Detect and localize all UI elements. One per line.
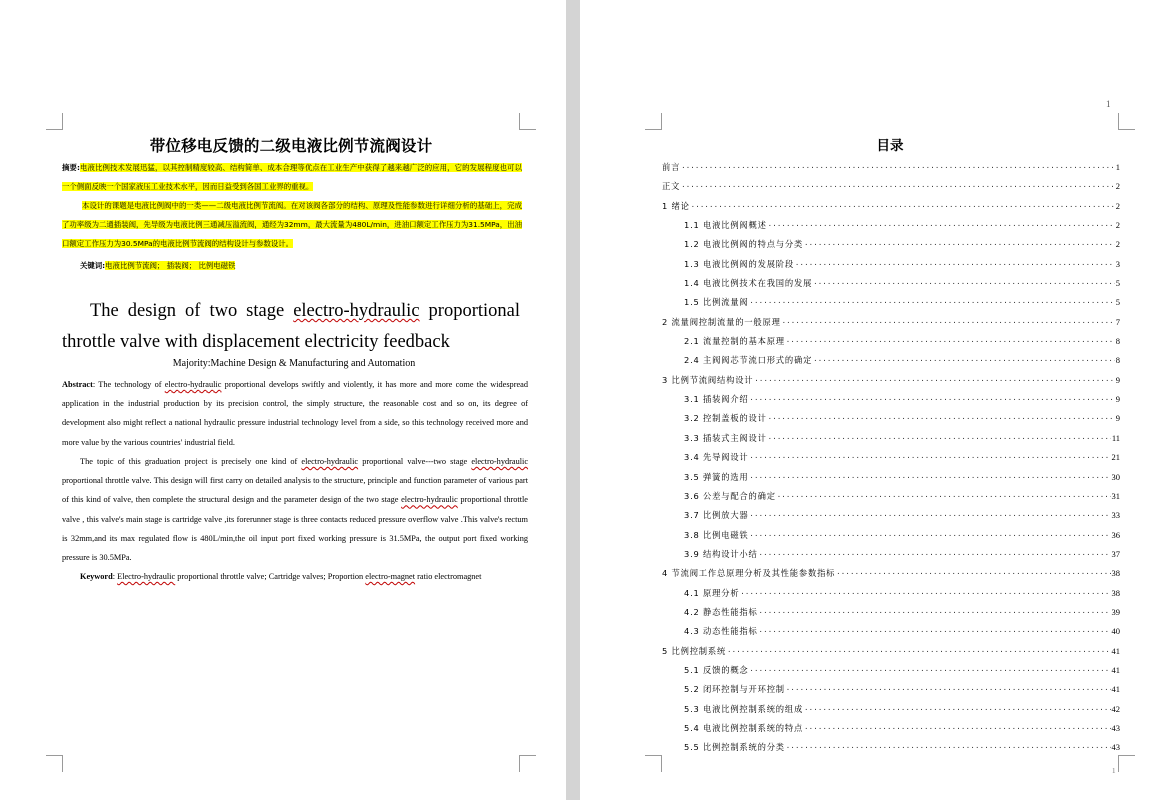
toc-entry-title: 5.4 电液比例控制系统的特点 [684, 722, 804, 733]
crop-mark [1118, 755, 1135, 772]
crop-mark [1118, 113, 1135, 130]
toc-leader-dots [750, 299, 1115, 307]
chinese-keywords [62, 256, 540, 275]
toc-entry-title: 3.3 插装式主阀设计 [684, 432, 767, 443]
toc-entry-page: 40 [1111, 626, 1120, 637]
toc-entry-title: 5 比例控制系统 [662, 645, 727, 656]
toc-entry-page: 7 [1115, 316, 1120, 327]
toc-entry-page: 9 [1115, 374, 1120, 385]
toc-entry-page: 21 [1111, 452, 1120, 463]
toc-leader-dots [750, 454, 1111, 462]
toc-leader-dots [750, 532, 1111, 540]
abstract-label: 摘要: [62, 163, 80, 172]
toc-entry-page: 5 [1115, 278, 1120, 289]
toc-entry[interactable] [662, 412, 1120, 431]
toc-entry[interactable] [662, 645, 1120, 664]
toc-entry[interactable] [662, 471, 1120, 490]
toc-leader-dots [759, 551, 1111, 559]
toc-entry-title: 5.2 闭环控制与开环控制 [684, 684, 785, 695]
toc-entry-title: 5.3 电液比例控制系统的组成 [684, 703, 804, 714]
toc-entry-title: 3.8 比例电磁铁 [684, 529, 749, 540]
crop-mark [519, 113, 536, 130]
left-page [0, 0, 566, 800]
page-gutter [566, 0, 580, 800]
toc-entry-title: 3.4 先导阀设计 [684, 452, 749, 463]
english-abstract: Abstract: The technology of electro-hydraulic proportional develops swiftly and violently, it has more and more come the widespread application in the industrial production by its precision control, the simply structure, the reasonable cost and so on, its degree of development also might reflect a national hydraulic pressure industrial technology level from a side, so this technology received more and more value by the various countries' industrial field. [62, 380, 528, 447]
toc-leader-dots [759, 628, 1111, 636]
abstract-text: 电液比例技术发展迅猛，以其控制精度较高、结构简单、成本合理等优点在工业生产中获得了越来越广泛的应用，它的发展程度也可以一个侧面反映一个国家液压工业技术水平，因而日益受到各国工业界的重视。 [62, 163, 522, 191]
keywords-text: 电液比例节流阀； 插装阀； 比例电磁铁 [105, 261, 236, 270]
toc-leader-dots [804, 706, 1110, 714]
toc-leader-dots [836, 570, 1110, 578]
toc-entry-page: 37 [1111, 548, 1120, 559]
toc-leader-dots [750, 396, 1115, 404]
toc-entry[interactable] [662, 354, 1120, 373]
toc-leader-dots [804, 725, 1110, 733]
toc-entry[interactable] [662, 374, 1120, 393]
toc-entry[interactable] [662, 587, 1120, 606]
crop-mark [46, 755, 63, 772]
toc-entry[interactable] [662, 567, 1120, 586]
toc-leader-dots [813, 357, 1115, 365]
toc-entry-page: 3 [1115, 258, 1120, 269]
toc-entry-title: 3.2 控制盖板的设计 [684, 413, 767, 424]
page-number: 1 [1106, 99, 1111, 109]
abstract-text-2: 本设计的课题是电液比例阀中的一类——二级电液比例节流阀。在对该阀各部分的结构、原理及性能参数进行详细分析的基础上，完成了功率级为二通插装阀，先导级为电液比例三通减压溢流阀，通经为32mm，最大流量为480L/min，进油口额定工作压力为31.5MPa，出油口额定工作压力为30.5MPa的电液比例节流阀的结构设计与参数设计。 [62, 201, 522, 248]
toc-entry[interactable] [662, 161, 1120, 180]
toc-entry[interactable] [662, 548, 1120, 567]
chinese-title: 带位移电反馈的二级电液比例节流阀设计 [149, 137, 433, 155]
toc-entry-page: 43 [1111, 722, 1120, 733]
toc-entry-title: 3 比例节流阀结构设计 [662, 374, 754, 385]
toc-entry-page: 38 [1111, 568, 1120, 579]
toc-leader-dots [691, 203, 1115, 211]
toc-entry-page: 8 [1115, 355, 1120, 366]
toc-leader-dots [786, 686, 1111, 694]
toc-entry-page: 39 [1111, 606, 1120, 617]
toc-leader-dots [804, 241, 1115, 249]
toc-entry-title: 2.4 主阀阀芯节流口形式的确定 [684, 355, 813, 366]
keywords-label: 关键词: [80, 261, 106, 270]
chinese-abstract-p1 [62, 158, 522, 196]
toc-entry-page: 30 [1111, 471, 1120, 482]
toc-entry[interactable] [662, 296, 1120, 315]
toc-entry[interactable] [662, 703, 1120, 722]
toc-title: 目录 [876, 138, 904, 154]
toc-leader-dots [681, 164, 1115, 172]
toc-leader-dots [754, 377, 1114, 385]
toc-leader-dots [782, 319, 1115, 327]
toc-entry[interactable] [662, 741, 1120, 760]
english-major: Majority:Machine Design & Manufacturing and Automation [172, 358, 416, 369]
toc-entry-title: 4 节流阀工作总原理分析及其性能参数指标 [662, 568, 836, 579]
toc-entry-page: 8 [1115, 336, 1120, 347]
toc-entry[interactable] [662, 625, 1120, 644]
toc-entry-page: 1 [1115, 162, 1120, 172]
toc-entry-title: 1.1 电液比例阀概述 [684, 220, 767, 231]
toc-leader-dots [777, 493, 1111, 501]
toc-entry[interactable] [662, 722, 1120, 741]
toc-entry-title: 2.1 流量控制的基本原理 [684, 336, 785, 347]
toc-entry[interactable] [662, 432, 1120, 451]
toc-entry-page: 5 [1115, 297, 1120, 308]
toc-leader-dots [768, 222, 1115, 230]
toc-leader-dots [750, 667, 1111, 675]
toc-entry-page: 11 [1111, 432, 1120, 443]
crop-mark [645, 755, 662, 772]
toc-entry-title: 3.1 插装阀介绍 [684, 394, 749, 405]
english-keyword-label: Keyword [80, 572, 113, 581]
toc-entry-title: 3.6 公差与配合的确定 [684, 490, 776, 501]
toc-entry-page: 9 [1115, 413, 1120, 424]
toc-entry[interactable] [662, 490, 1120, 509]
toc-entry[interactable] [662, 451, 1120, 470]
toc-entry[interactable] [662, 393, 1120, 412]
toc-leader-dots [786, 744, 1111, 752]
toc-entry-page: 42 [1111, 703, 1120, 714]
toc-entry-title: 3.9 结构设计小结 [684, 548, 758, 559]
toc-entry[interactable] [662, 509, 1120, 528]
toc-entry-title: 1.3 电液比例阀的发展阶段 [684, 258, 795, 269]
toc-leader-dots [759, 609, 1111, 617]
toc-entry[interactable] [662, 316, 1120, 335]
table-of-contents [662, 161, 1120, 761]
toc-entry-page: 43 [1111, 742, 1120, 753]
toc-entry-title: 2 流量阀控制流量的一般原理 [662, 316, 781, 327]
english-abstract-label: Abstract [62, 380, 93, 389]
toc-entry[interactable] [662, 664, 1120, 683]
toc-leader-dots [750, 512, 1111, 520]
english-keywords: Keyword: Electro-hydraulic proportional throttle valve; Cartridge valves; Proportion electro-magnet ratio electromagnet [80, 572, 482, 581]
toc-leader-dots [681, 183, 1115, 191]
crop-mark [519, 755, 536, 772]
chinese-abstract-p2 [62, 196, 522, 253]
toc-entry-title: 4.3 动态性能指标 [684, 626, 758, 637]
toc-entry-page: 2 [1115, 200, 1120, 211]
toc-entry[interactable] [662, 277, 1120, 296]
toc-entry-title: 3.7 比例放大器 [684, 510, 749, 521]
toc-entry-page: 41 [1111, 645, 1120, 656]
toc-entry-page: 41 [1111, 664, 1120, 675]
toc-leader-dots [768, 415, 1115, 423]
toc-leader-dots [740, 590, 1110, 598]
toc-entry-title: 5.1 反馈的概念 [684, 664, 749, 675]
crop-mark [46, 113, 63, 130]
toc-leader-dots [727, 648, 1110, 656]
toc-leader-dots [768, 435, 1111, 443]
toc-entry[interactable] [662, 529, 1120, 548]
toc-entry[interactable] [662, 606, 1120, 625]
toc-entry[interactable] [662, 180, 1120, 199]
toc-entry-title: 1.5 比例流量阀 [684, 297, 749, 308]
toc-entry-title: 前言 [662, 162, 681, 172]
toc-entry[interactable] [662, 335, 1120, 354]
toc-entry-title: 5.5 比例控制系统的分类 [684, 742, 785, 753]
toc-entry[interactable] [662, 200, 1120, 219]
toc-entry-page: 38 [1111, 587, 1120, 598]
toc-leader-dots [750, 474, 1111, 482]
toc-entry[interactable] [662, 219, 1120, 238]
toc-entry-page: 41 [1111, 684, 1120, 695]
toc-entry[interactable] [662, 258, 1120, 277]
crop-mark [645, 113, 662, 130]
toc-entry-title: 1.2 电液比例阀的特点与分类 [684, 239, 804, 250]
toc-entry[interactable] [662, 238, 1120, 257]
toc-entry-page: 2 [1115, 181, 1120, 192]
toc-entry-page: 2 [1115, 239, 1120, 250]
toc-entry-page: 31 [1111, 490, 1120, 501]
toc-entry-title: 4.1 原理分析 [684, 587, 740, 598]
toc-entry[interactable] [662, 683, 1120, 702]
toc-entry-title: 3.5 弹簧的选用 [684, 471, 749, 482]
toc-entry-page: 9 [1115, 394, 1120, 405]
toc-entry-title: 1 绪论 [662, 200, 690, 211]
toc-entry-title: 正文 [662, 181, 681, 192]
english-topic-paragraph: The topic of this graduation project is precisely one kind of electro-hydraulic proportional valve---two stage electro-hydraulic proportional throttle valve. This design will first carry on detailed analysis to the structure, principle and function parameter of various part of this kind of valve, then complete the structural design and the parameter design of the two stage electro-hydraulic proportional throttle valve , this valve's main stage is cartridge valve ,its forerunner stage is three contacts reduced pressure overflow valve .This valve's rectum is 32mm,and its max regulated flow is 480L/min,the oil input port fixed working pressure is 31.5MPa, the output port fixed working pressure is 30.5MPa. [62, 457, 529, 563]
toc-leader-dots [786, 338, 1115, 346]
english-title: The design of two stage electro-hydraulic proportional throttle valve with displacement electricity feedback [62, 301, 520, 352]
toc-entry-title: 4.2 静态性能指标 [684, 606, 758, 617]
toc-entry-page: 2 [1115, 220, 1120, 231]
toc-leader-dots [795, 261, 1115, 269]
page-number-footer: 1 [1112, 767, 1116, 775]
toc-leader-dots [813, 280, 1115, 288]
toc-entry-page: 33 [1111, 510, 1120, 521]
toc-entry-page: 36 [1111, 529, 1120, 540]
toc-entry-title: 1.4 电液比例技术在我国的发展 [684, 278, 813, 289]
